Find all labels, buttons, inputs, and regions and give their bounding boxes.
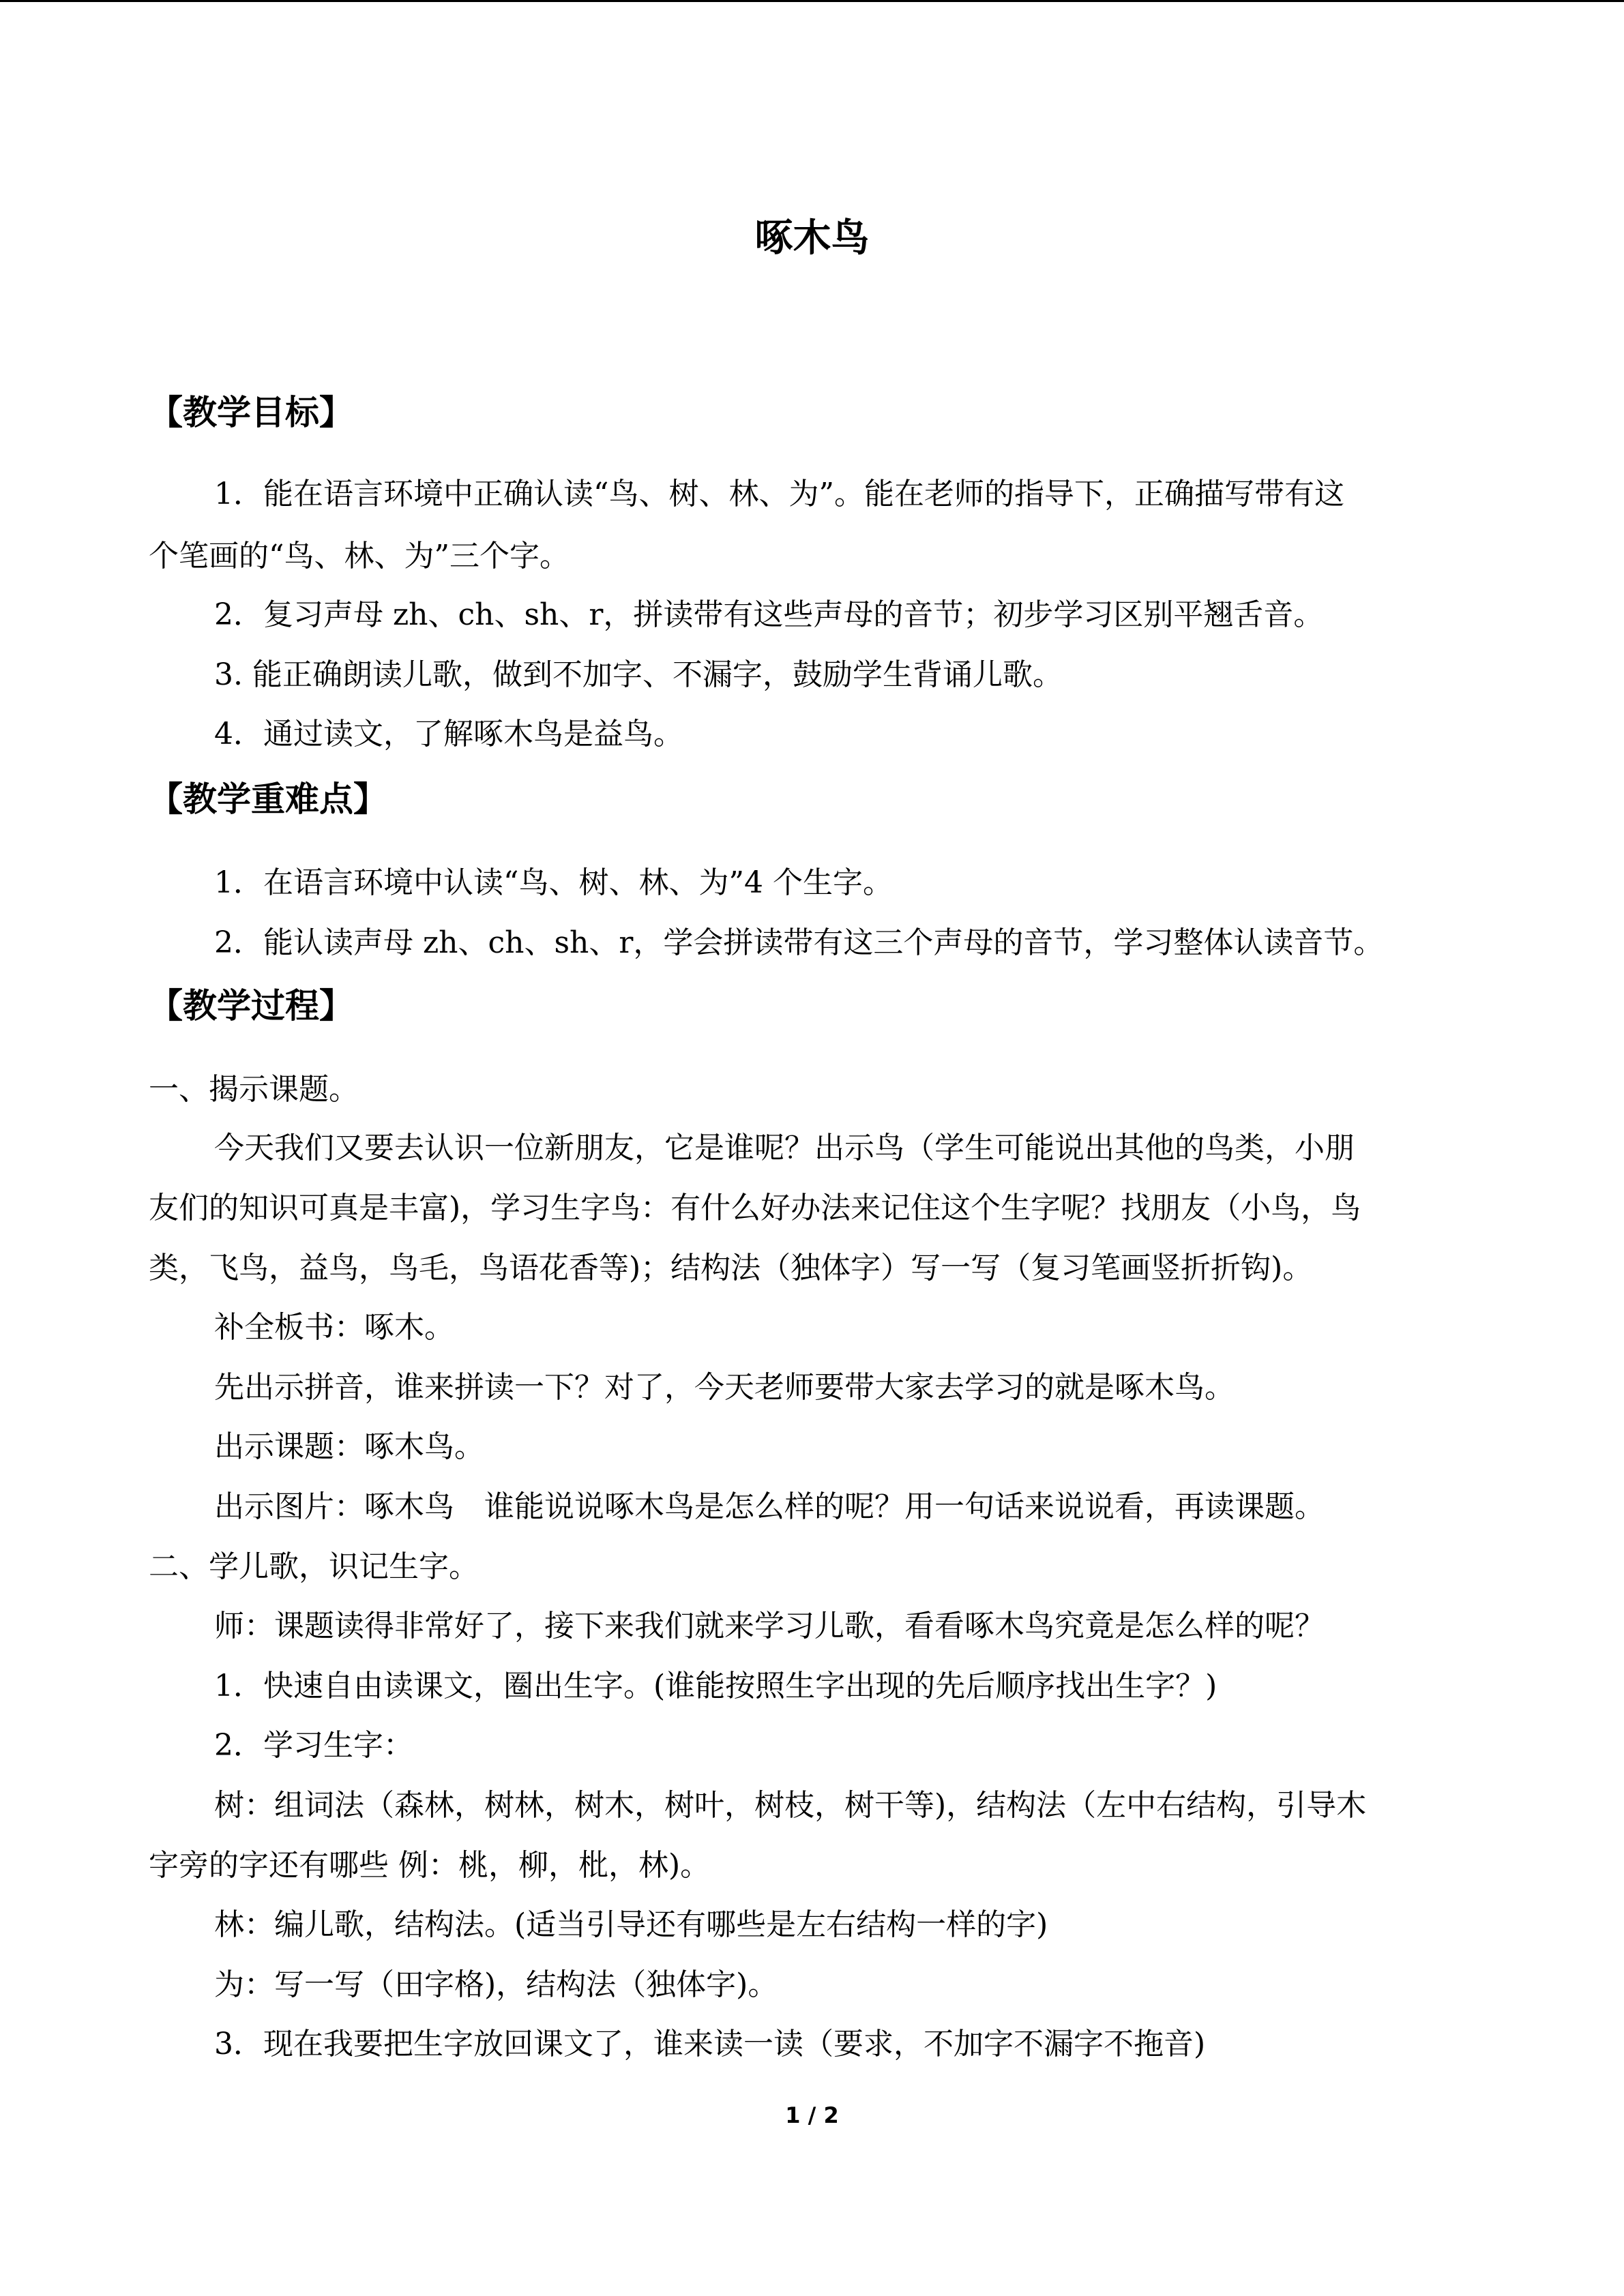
process-line: 今天我们又要去认识一位新朋友，它是谁呢？出示鸟（学生可能说出其他的鸟类，小朋 bbox=[214, 1131, 1355, 1165]
process-line: 树：组词法（森林，树林，树木，树叶，树枝，树干等)，结构法（左中右结构，引导木 bbox=[214, 1788, 1367, 1823]
document-title: 啄木鸟 bbox=[754, 216, 870, 260]
objective-line-4: 4．通过读文，了解啄木鸟是益鸟。 bbox=[214, 717, 683, 751]
process-line: 出示课题：啄木鸟。 bbox=[214, 1429, 484, 1464]
process-line: 为：写一写（田字格)，结构法（独体字)。 bbox=[214, 1967, 778, 2002]
process-line: 友们的知识可真是丰富)，学习生字鸟：有什么好办法来记住这个生字呢？找朋友（小鸟，鸟 bbox=[149, 1191, 1361, 1225]
key-point-line-1: 1．在语言环境中认读“鸟、树、林、为”4 个生字。 bbox=[214, 865, 893, 900]
objective-line-3: 3. 能正确朗读儿歌，做到不加字、不漏字，鼓励学生背诵儿歌。 bbox=[214, 657, 1063, 692]
process-line: 林：编儿歌，结构法。(适当引导还有哪些是左右结构一样的字) bbox=[214, 1907, 1048, 1942]
process-line: 师：课题读得非常好了，接下来我们就来学习儿歌，看看啄木鸟究竟是怎么样的呢？ bbox=[214, 1609, 1325, 1643]
process-line: 补全板书：啄木。 bbox=[214, 1310, 454, 1345]
objective-line-1-cont: 个笔画的“鸟、林、为”三个字。 bbox=[149, 539, 570, 573]
key-point-line-2: 2．能认读声母 zh、ch、sh、r，学会拼读带有这三个声母的音节，学习整体认读音节。 bbox=[214, 925, 1384, 960]
objective-line-1: 1．能在语言环境中正确认读“鸟、树、林、为”。能在老师的指导下，正确描写带有这 bbox=[214, 477, 1344, 511]
process-heading: 【教学过程】 bbox=[149, 986, 353, 1026]
page-number: 1 / 2 bbox=[785, 2102, 839, 2128]
process-line: 先出示拼音，谁来拼读一下？对了，今天老师要带大家去学习的就是啄木鸟。 bbox=[214, 1370, 1235, 1405]
objectives-heading: 【教学目标】 bbox=[149, 393, 353, 432]
process-section-2: 二、学儿歌，识记生字。 bbox=[149, 1549, 479, 1584]
objective-line-2: 2．复习声母 zh、ch、sh、r，拼读带有这些声母的音节；初步学习区别平翘舌音。 bbox=[214, 597, 1324, 632]
process-line: 3．现在我要把生字放回课文了，谁来读一读（要求，不加字不漏字不拖音) bbox=[214, 2027, 1206, 2061]
process-line: 出示图片：啄木鸟 谁能说说啄木鸟是怎么样的呢？用一句话来说说看，再读课题。 bbox=[214, 1489, 1325, 1524]
process-section-1: 一、揭示课题。 bbox=[149, 1072, 359, 1107]
process-line: 类，飞鸟，益鸟，鸟毛，鸟语花香等)；结构法（独体字）写一写（复习笔画竖折折钩)。 bbox=[149, 1251, 1313, 1285]
key-points-heading: 【教学重难点】 bbox=[149, 779, 387, 819]
process-line: 1．快速自由读课文，圈出生字。(谁能按照生字出现的先后顺序找出生字？) bbox=[214, 1669, 1217, 1703]
process-line: 2．学习生字： bbox=[214, 1728, 413, 1763]
process-line: 字旁的字还有哪些 例：桃，柳，枇，林)。 bbox=[149, 1848, 711, 1883]
